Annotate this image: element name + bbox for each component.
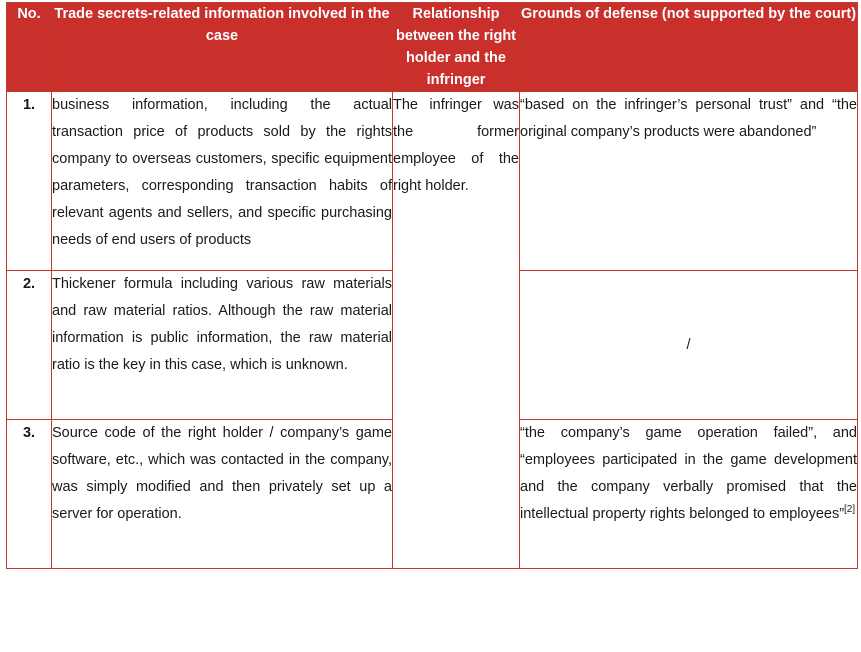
cell-information: business information, including the actual transaction price of products sold by the rights company to overseas customers, specific equipment parameters, corresponding transaction habits of relevant agents and sellers, and specific purchasing needs of end users of products bbox=[52, 92, 393, 271]
table-body bbox=[7, 92, 858, 569]
cell-relationship: The infringer was the former employee of the right holder. bbox=[393, 92, 520, 569]
cell-grounds: “based on the infringer’s personal trust” and “the original company’s products were abandoned” bbox=[520, 92, 858, 271]
column-header-relationship: Relationship between the right holder and the infringer bbox=[393, 3, 520, 92]
column-header-grounds: Grounds of defense (not supported by the court) bbox=[520, 3, 858, 92]
cell-grounds: / bbox=[520, 271, 858, 420]
column-header-information: Trade secrets-related information involved in the case bbox=[52, 3, 393, 92]
cell-row-number: 1. bbox=[7, 92, 52, 271]
footnote-marker: [2] bbox=[844, 504, 856, 516]
trade-secrets-table bbox=[6, 2, 858, 569]
table-header bbox=[7, 3, 858, 92]
table-header-row bbox=[7, 3, 858, 92]
cell-grounds-text: “the company’s game operation failed”, and “employees participated in the game development and the company verbally promised that the intellectual property rights belonged to employees” bbox=[520, 425, 857, 522]
cell-information: Source code of the right holder / company’s game software, etc., which was contacted in the company, was simply modified and then privately set up a server for operation. bbox=[52, 420, 393, 569]
cell-grounds bbox=[520, 420, 858, 569]
cell-information: Thickener formula including various raw materials and raw material ratios. Although the raw material information is public information, the raw material ratio is the key in this case, which is unknown. bbox=[52, 271, 393, 420]
table-row bbox=[7, 92, 858, 271]
column-header-no: No. bbox=[7, 3, 52, 92]
cell-row-number: 2. bbox=[7, 271, 52, 420]
cell-row-number: 3. bbox=[7, 420, 52, 569]
